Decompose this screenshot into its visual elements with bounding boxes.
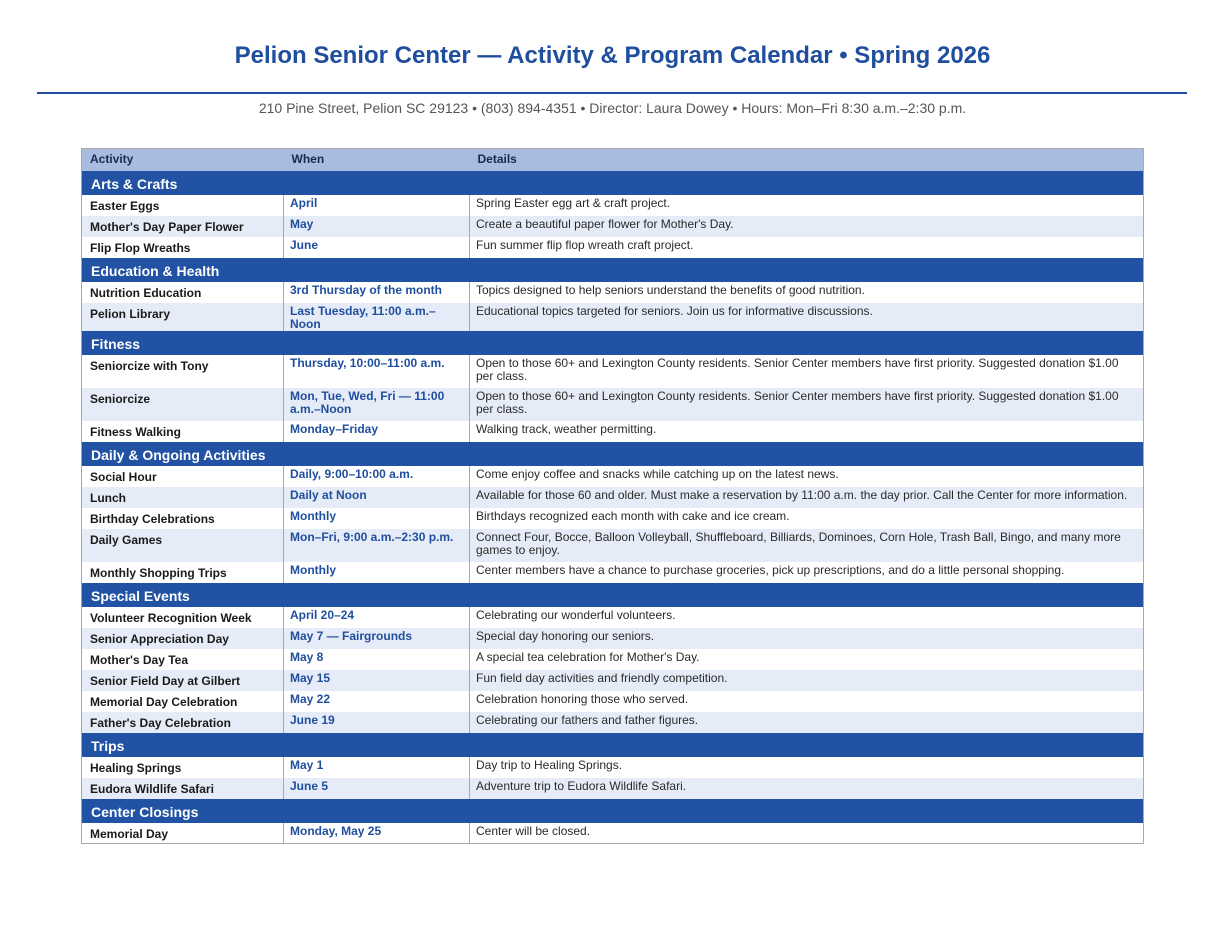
when-cell [284, 823, 470, 844]
activity-text: Memorial Day [90, 826, 169, 841]
details-text: Come enjoy coffee and snacks while catching up on the latest news. [476, 466, 839, 481]
activity-text: Father's Day Celebration [90, 715, 231, 730]
details-cell [470, 712, 1144, 733]
details-text: Fun field day activities and friendly competition. [476, 670, 728, 685]
when-text: May 22 [290, 691, 331, 706]
when-text: 3rd Thursday of the month [290, 282, 443, 297]
when-text: Monday, May 25 [290, 823, 382, 838]
details-cell [470, 508, 1144, 529]
when-cell [284, 649, 470, 670]
when-text: Mon–Fri, 9:00 a.m.–2:30 p.m. [290, 529, 454, 544]
section-title: Daily & Ongoing Activities [82, 442, 1144, 466]
when-cell [284, 691, 470, 712]
activity-text: Flip Flop Wreaths [90, 240, 191, 255]
table-row [82, 529, 1144, 562]
activity-cell [82, 529, 284, 562]
activity-text: Volunteer Recognition Week [90, 610, 252, 625]
column-header-details: Details [470, 149, 1144, 171]
details-text: Create a beautiful paper flower for Mother's Day. [476, 216, 734, 231]
table-row [82, 303, 1144, 331]
when-text: April 20–24 [290, 607, 355, 622]
section-header-row [82, 799, 1144, 823]
details-text: Open to those 60+ and Lexington County residents. Senior Center members have first priority. Suggested donation $1.00 per class. [476, 388, 1119, 416]
table-row [82, 466, 1144, 487]
details-text: A special tea celebration for Mother's Day. [476, 649, 700, 664]
details-text: Topics designed to help seniors understand the benefits of good nutrition. [476, 282, 865, 297]
when-cell [284, 670, 470, 691]
activity-text: Senior Appreciation Day [90, 631, 229, 646]
when-text: June 19 [290, 712, 335, 727]
details-text: Special day honoring our seniors. [476, 628, 655, 643]
when-text: Daily at Noon [290, 487, 367, 502]
table-row [82, 237, 1144, 258]
table-row [82, 712, 1144, 733]
details-text: Celebrating our wonderful volunteers. [476, 607, 676, 622]
when-cell [284, 508, 470, 529]
activity-text: Daily Games [90, 532, 163, 547]
table-row [82, 508, 1144, 529]
table-row [82, 691, 1144, 712]
when-cell [284, 195, 470, 216]
section-title: Trips [82, 733, 1144, 757]
when-cell [284, 282, 470, 303]
table-row [82, 355, 1144, 388]
details-text: Connect Four, Bocce, Balloon Volleyball, Shuffleboard, Billiards, Dominoes, Corn Hole, Trash Ball, Bingo, and many more games to enjoy. [476, 529, 1121, 557]
title-divider [37, 92, 1187, 94]
details-text: Celebration honoring those who served. [476, 691, 689, 706]
activity-text: Monthly Shopping Trips [90, 565, 227, 580]
section-title: Special Events [82, 583, 1144, 607]
when-cell [284, 628, 470, 649]
details-cell [470, 670, 1144, 691]
calendar-table [81, 148, 1144, 844]
section-header-row [82, 733, 1144, 757]
details-cell [470, 562, 1144, 583]
activity-cell [82, 195, 284, 216]
column-header-activity: Activity [82, 149, 284, 171]
table-row [82, 421, 1144, 442]
activity-cell [82, 649, 284, 670]
when-text: April [290, 195, 318, 210]
table-row [82, 823, 1144, 844]
when-text: May 7 — Fairgrounds [290, 628, 413, 643]
activity-text: Birthday Celebrations [90, 511, 215, 526]
table-row [82, 562, 1144, 583]
activity-text: Nutrition Education [90, 285, 202, 300]
when-cell [284, 487, 470, 508]
details-text: Walking track, weather permitting. [476, 421, 657, 436]
when-text: Last Tuesday, 11:00 a.m.–Noon [290, 303, 436, 331]
table-row [82, 628, 1144, 649]
details-cell [470, 823, 1144, 844]
table-row [82, 195, 1144, 216]
when-cell [284, 712, 470, 733]
when-cell [284, 303, 470, 331]
details-cell [470, 237, 1144, 258]
activity-cell [82, 823, 284, 844]
details-cell [470, 195, 1144, 216]
activity-cell [82, 757, 284, 778]
activity-text: Fitness Walking [90, 424, 181, 439]
details-text: Center will be closed. [476, 823, 591, 838]
when-cell [284, 562, 470, 583]
details-cell [470, 607, 1144, 628]
section-title: Center Closings [82, 799, 1144, 823]
activity-text: Lunch [90, 490, 126, 505]
section-header-row [82, 258, 1144, 282]
when-text: June [290, 237, 319, 252]
activity-cell [82, 691, 284, 712]
activity-text: Mother's Day Tea [90, 652, 188, 667]
table-row [82, 388, 1144, 421]
details-text: Birthdays recognized each month with cake and ice cream. [476, 508, 790, 523]
details-text: Day trip to Healing Springs. [476, 757, 623, 772]
details-text: Open to those 60+ and Lexington County residents. Senior Center members have first priority. Suggested donation $1.00 per class. [476, 355, 1119, 383]
section-title: Fitness [82, 331, 1144, 355]
details-cell [470, 303, 1144, 331]
details-cell [470, 691, 1144, 712]
activity-cell [82, 355, 284, 388]
activity-cell [82, 712, 284, 733]
activity-text: Pelion Library [90, 306, 171, 321]
table-row [82, 282, 1144, 303]
table-row [82, 487, 1144, 508]
details-text: Fun summer flip flop wreath craft project. [476, 237, 694, 252]
table-body [82, 171, 1144, 844]
details-cell [470, 466, 1144, 487]
activity-cell [82, 388, 284, 421]
when-text: May 8 [290, 649, 324, 664]
table-row [82, 649, 1144, 670]
details-text: Center members have a chance to purchase groceries, pick up prescriptions, and do a little personal shopping. [476, 562, 1065, 577]
details-text: Available for those 60 and older. Must make a reservation by 11:00 a.m. the day prior. Call the Center for more information. [476, 487, 1128, 502]
activity-text: Mother's Day Paper Flower [90, 219, 244, 234]
section-header-row [82, 583, 1144, 607]
when-text: May 15 [290, 670, 331, 685]
details-cell [470, 388, 1144, 421]
details-text: Spring Easter egg art & craft project. [476, 195, 671, 210]
table-row [82, 670, 1144, 691]
when-cell [284, 607, 470, 628]
activity-cell [82, 466, 284, 487]
when-cell [284, 466, 470, 487]
when-cell [284, 388, 470, 421]
when-text: Daily, 9:00–10:00 a.m. [290, 466, 414, 481]
activity-cell [82, 562, 284, 583]
activity-cell [82, 670, 284, 691]
activity-cell [82, 508, 284, 529]
contact-info: 210 Pine Street, Pelion SC 29123 • (803) 894-4351 • Director: Laura Dowey • Hours: Mon–Fri 8:30 a.m.–2:30 p.m. [258, 100, 967, 116]
when-cell [284, 216, 470, 237]
activity-cell [82, 303, 284, 331]
activity-cell [82, 237, 284, 258]
section-title: Education & Health [82, 258, 1144, 282]
when-text: Monthly [290, 562, 336, 577]
details-cell [470, 282, 1144, 303]
activity-cell [82, 421, 284, 442]
activity-text: Seniorcize [90, 391, 151, 406]
section-header-row [82, 442, 1144, 466]
activity-text: Eudora Wildlife Safari [90, 781, 214, 796]
activity-cell [82, 607, 284, 628]
when-cell [284, 778, 470, 799]
section-title: Arts & Crafts [82, 171, 1144, 195]
page-title: Pelion Senior Center — Activity & Program Calendar • Spring 2026 [234, 42, 991, 69]
section-header-row [82, 171, 1144, 195]
activity-text: Seniorcize with Tony [90, 358, 209, 373]
details-cell [470, 529, 1144, 562]
column-header-when: When [284, 149, 470, 171]
when-cell [284, 355, 470, 388]
activity-cell [82, 628, 284, 649]
table-row [82, 216, 1144, 237]
when-text: May 1 [290, 757, 324, 772]
activity-cell [82, 778, 284, 799]
table-header-row [82, 149, 1144, 171]
when-cell [284, 421, 470, 442]
when-cell [284, 237, 470, 258]
details-text: Celebrating our fathers and father figures. [476, 712, 699, 727]
table-row [82, 607, 1144, 628]
when-text: Mon, Tue, Wed, Fri — 11:00 a.m.–Noon [290, 388, 445, 416]
when-text: Monday–Friday [290, 421, 379, 436]
when-cell [284, 529, 470, 562]
details-cell [470, 778, 1144, 799]
activity-cell [82, 487, 284, 508]
table-row [82, 778, 1144, 799]
when-text: Thursday, 10:00–11:00 a.m. [290, 355, 445, 370]
section-header-row [82, 331, 1144, 355]
when-text: June 5 [290, 778, 329, 793]
details-cell [470, 421, 1144, 442]
activity-text: Senior Field Day at Gilbert [90, 673, 241, 688]
details-cell [470, 757, 1144, 778]
when-cell [284, 757, 470, 778]
details-cell [470, 628, 1144, 649]
activity-cell [82, 216, 284, 237]
activity-text: Easter Eggs [90, 198, 160, 213]
details-cell [470, 649, 1144, 670]
details-cell [470, 216, 1144, 237]
details-text: Adventure trip to Eudora Wildlife Safari. [476, 778, 687, 793]
activity-text: Memorial Day Celebration [90, 694, 238, 709]
details-text: Educational topics targeted for seniors. Join us for informative discussions. [476, 303, 873, 318]
table-row [82, 757, 1144, 778]
activity-text: Healing Springs [90, 760, 182, 775]
when-text: Monthly [290, 508, 336, 523]
activity-text: Social Hour [90, 469, 157, 484]
details-cell [470, 487, 1144, 508]
when-text: May [290, 216, 314, 231]
activity-cell [82, 282, 284, 303]
details-cell [470, 355, 1144, 388]
